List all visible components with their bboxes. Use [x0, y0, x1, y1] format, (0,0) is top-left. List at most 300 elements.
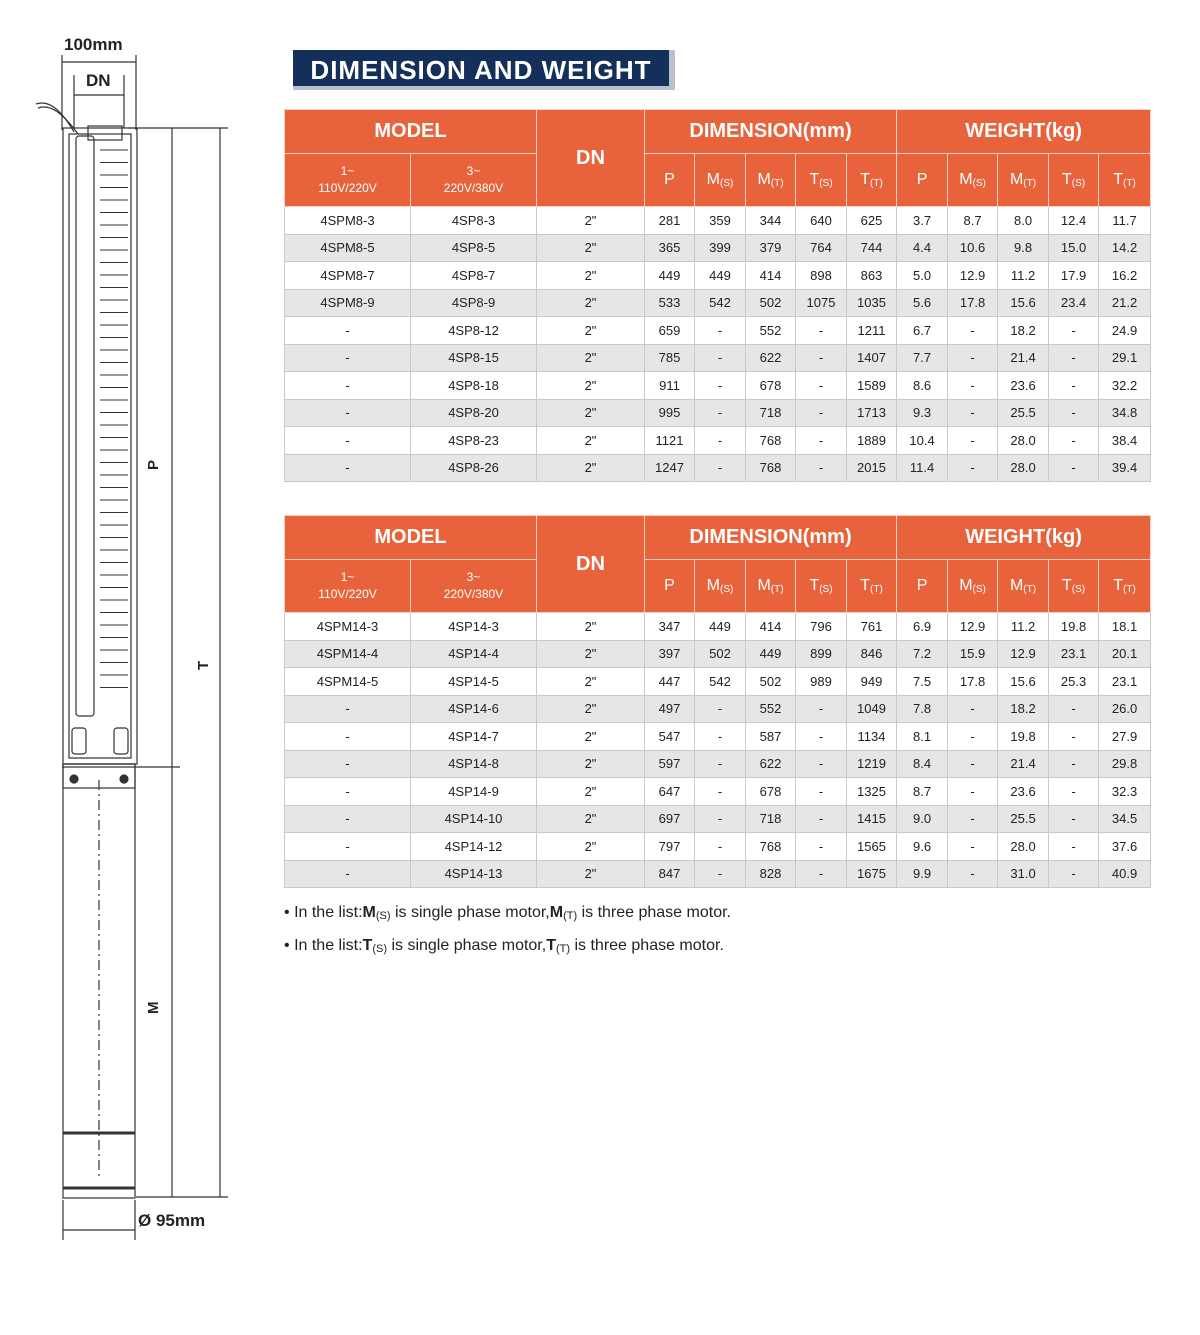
table-cell: -: [285, 860, 411, 888]
table-cell: 4SP8-18: [411, 372, 537, 400]
table-cell: -: [796, 399, 847, 427]
table-cell: 2": [537, 399, 645, 427]
model-header: MODEL: [285, 516, 537, 560]
table-cell: 32.3: [1099, 778, 1151, 806]
note-motor-m: • In the $list:M_{(S)}$ is single phase $motor,M_{(T)}$ is three phase motor.: [284, 904, 731, 922]
table-cell: 1565: [847, 833, 897, 861]
table-cell: 9.6: [897, 833, 948, 861]
table-cell: 2": [537, 695, 645, 723]
table-cell: 2": [537, 344, 645, 372]
table-cell: -: [695, 778, 746, 806]
table-cell: 552: [746, 317, 796, 345]
table-cell: 25.5: [998, 805, 1049, 833]
table-cell: -: [948, 454, 998, 482]
table-cell: -: [695, 344, 746, 372]
table-cell: 8.7: [948, 207, 998, 235]
table-cell: -: [1049, 860, 1099, 888]
table-row: [285, 613, 1151, 641]
dn-header: DN: [537, 516, 645, 613]
table-cell: 4SPM8-5: [285, 234, 411, 262]
table-cell: 21.2: [1099, 289, 1151, 317]
table-cell: 4SP8-15: [411, 344, 537, 372]
t-s-header: $T_{(S)}$: [796, 560, 847, 613]
table-cell: 768: [746, 454, 796, 482]
table-cell: 718: [746, 399, 796, 427]
table-cell: 640: [796, 207, 847, 235]
table-cell: -: [1049, 695, 1099, 723]
table-cell: 12.4: [1049, 207, 1099, 235]
table-cell: 21.4: [998, 750, 1049, 778]
three-phase-header: 3~ 220V/380V: [411, 154, 537, 207]
table-cell: 4SP14-13: [411, 860, 537, 888]
table-cell: 542: [695, 668, 746, 696]
table-cell: 15.0: [1049, 234, 1099, 262]
p-header: P: [645, 154, 695, 207]
table-cell: -: [695, 833, 746, 861]
t-s-header: $T_{(S)}$: [796, 154, 847, 207]
m-t-weight-header: $M_{(T)}$: [998, 560, 1049, 613]
table-cell: 2": [537, 750, 645, 778]
table-cell: 2": [537, 778, 645, 806]
table-cell: -: [285, 695, 411, 723]
table-cell: -: [948, 750, 998, 778]
table-cell: 18.2: [998, 695, 1049, 723]
table-cell: 19.8: [998, 723, 1049, 751]
p-weight-header: P: [897, 154, 948, 207]
table-cell: 4SP8-3: [411, 207, 537, 235]
t-label: T: [195, 660, 212, 670]
table-cell: -: [695, 860, 746, 888]
table-cell: 15.6: [998, 668, 1049, 696]
table-cell: 32.2: [1099, 372, 1151, 400]
table-cell: 12.9: [948, 262, 998, 290]
table-cell: 34.8: [1099, 399, 1151, 427]
table-cell: 622: [746, 344, 796, 372]
table-cell: 24.9: [1099, 317, 1151, 345]
table-cell: 8.4: [897, 750, 948, 778]
spec-table-sp14: [284, 515, 1151, 888]
table-cell: 4SP8-23: [411, 427, 537, 455]
table-cell: 28.0: [998, 427, 1049, 455]
table-cell: 8.6: [897, 372, 948, 400]
table-cell: 6.9: [897, 613, 948, 641]
t-t-weight-header: $T_{(T)}$: [1099, 154, 1151, 207]
table-cell: 17.9: [1049, 262, 1099, 290]
table-cell: -: [285, 427, 411, 455]
weight-header: WEIGHT(kg): [897, 516, 1151, 560]
table-cell: 17.8: [948, 668, 998, 696]
table-cell: -: [695, 723, 746, 751]
m-s-header: $M_{(S)}$: [695, 154, 746, 207]
table-cell: 365: [645, 234, 695, 262]
table-cell: 4SP14-12: [411, 833, 537, 861]
table-cell: -: [796, 778, 847, 806]
table-cell: -: [1049, 750, 1099, 778]
table-cell: 2": [537, 372, 645, 400]
table-row: [285, 860, 1151, 888]
table-cell: 1049: [847, 695, 897, 723]
weight-header: WEIGHT(kg): [897, 110, 1151, 154]
table-cell: 4SPM14-4: [285, 640, 411, 668]
table-cell: 4SP8-7: [411, 262, 537, 290]
table-cell: 19.8: [1049, 613, 1099, 641]
table-cell: 7.2: [897, 640, 948, 668]
table-cell: 899: [796, 640, 847, 668]
table-cell: 4SPM8-3: [285, 207, 411, 235]
table-cell: 4SPM8-9: [285, 289, 411, 317]
table-cell: 4SP14-6: [411, 695, 537, 723]
table-cell: 2": [537, 289, 645, 317]
t-s-weight-header: $T_{(S)}$: [1049, 154, 1099, 207]
table-cell: -: [695, 750, 746, 778]
table-cell: -: [948, 695, 998, 723]
table-row: [285, 317, 1151, 345]
table-cell: -: [695, 372, 746, 400]
table-cell: -: [1049, 344, 1099, 372]
table-cell: -: [695, 317, 746, 345]
table-row: [285, 695, 1151, 723]
table-cell: -: [948, 399, 998, 427]
note-motor-t: • In the $list:T_{(S)}$ is single phase $motor,T_{(T)}$ is three phase motor.: [284, 937, 724, 955]
table-cell: 764: [796, 234, 847, 262]
dimension-header: DIMENSION(mm): [645, 516, 897, 560]
table-cell: 1121: [645, 427, 695, 455]
table-row: [285, 262, 1151, 290]
table-cell: -: [948, 344, 998, 372]
table-cell: 449: [645, 262, 695, 290]
table-cell: 502: [746, 668, 796, 696]
table-cell: 15.9: [948, 640, 998, 668]
table-cell: 846: [847, 640, 897, 668]
table-cell: 744: [847, 234, 897, 262]
table-cell: 23.6: [998, 372, 1049, 400]
table-cell: 281: [645, 207, 695, 235]
table-cell: 533: [645, 289, 695, 317]
table-cell: 414: [746, 262, 796, 290]
table-cell: 16.2: [1099, 262, 1151, 290]
table-cell: -: [796, 695, 847, 723]
table-cell: -: [285, 833, 411, 861]
table-row: [285, 640, 1151, 668]
table-cell: 344: [746, 207, 796, 235]
table-cell: -: [796, 372, 847, 400]
table-cell: 4SP14-9: [411, 778, 537, 806]
table-cell: 678: [746, 778, 796, 806]
table-row: [285, 454, 1151, 482]
table-cell: 26.0: [1099, 695, 1151, 723]
table-cell: 5.6: [897, 289, 948, 317]
table-cell: -: [948, 860, 998, 888]
table-cell: 359: [695, 207, 746, 235]
table-cell: 863: [847, 262, 897, 290]
table-cell: 4SPM14-5: [285, 668, 411, 696]
table-cell: 4SP14-4: [411, 640, 537, 668]
table-cell: 11.2: [998, 262, 1049, 290]
table-cell: -: [1049, 778, 1099, 806]
table-cell: 552: [746, 695, 796, 723]
table-cell: 23.6: [998, 778, 1049, 806]
table-cell: -: [796, 833, 847, 861]
table-cell: -: [948, 427, 998, 455]
table-row: [285, 427, 1151, 455]
table-cell: 647: [645, 778, 695, 806]
table-row: [285, 750, 1151, 778]
table-cell: 1407: [847, 344, 897, 372]
table-cell: -: [1049, 805, 1099, 833]
t-t-header: $T_{(T)}$: [847, 154, 897, 207]
table-row: [285, 668, 1151, 696]
table-cell: 1247: [645, 454, 695, 482]
table-cell: 8.7: [897, 778, 948, 806]
table-cell: 347: [645, 613, 695, 641]
table-row: [285, 399, 1151, 427]
table-cell: 27.9: [1099, 723, 1151, 751]
table-cell: 949: [847, 668, 897, 696]
table-cell: 449: [746, 640, 796, 668]
single-phase-header: 1~ 110V/220V: [285, 560, 411, 613]
table-cell: 399: [695, 234, 746, 262]
table-cell: 847: [645, 860, 695, 888]
table-cell: 7.8: [897, 695, 948, 723]
table-cell: 8.0: [998, 207, 1049, 235]
table-cell: -: [1049, 454, 1099, 482]
table-cell: 797: [645, 833, 695, 861]
table-cell: -: [1049, 723, 1099, 751]
table-cell: -: [1049, 399, 1099, 427]
page-title: DIMENSION AND WEIGHT: [293, 50, 675, 90]
pump-drawing: [0, 0, 260, 1260]
table-cell: 2015: [847, 454, 897, 482]
table-cell: 497: [645, 695, 695, 723]
table-cell: 28.0: [998, 454, 1049, 482]
spec-table-sp8: [284, 109, 1151, 482]
table-cell: 3.7: [897, 207, 948, 235]
m-t-header: $M_{(T)}$: [746, 154, 796, 207]
table-cell: 23.4: [1049, 289, 1099, 317]
dn-label: DN: [86, 71, 111, 90]
table-cell: 449: [695, 613, 746, 641]
table-cell: 29.8: [1099, 750, 1151, 778]
table-cell: 31.0: [998, 860, 1049, 888]
table-cell: -: [285, 317, 411, 345]
table-cell: 768: [746, 833, 796, 861]
m-s-header: $M_{(S)}$: [695, 560, 746, 613]
table-cell: 25.5: [998, 399, 1049, 427]
table-cell: 8.1: [897, 723, 948, 751]
table-cell: -: [948, 778, 998, 806]
t-t-header: $T_{(T)}$: [847, 560, 897, 613]
table-cell: -: [1049, 372, 1099, 400]
table-cell: -: [948, 833, 998, 861]
table-cell: 4SP14-7: [411, 723, 537, 751]
table-cell: 828: [746, 860, 796, 888]
dn-header: DN: [537, 110, 645, 207]
table-cell: 18.2: [998, 317, 1049, 345]
table-cell: 4SPM8-7: [285, 262, 411, 290]
table-cell: 4SP8-26: [411, 454, 537, 482]
table-cell: 678: [746, 372, 796, 400]
table-cell: 911: [645, 372, 695, 400]
table-cell: -: [948, 723, 998, 751]
table-cell: 2": [537, 668, 645, 696]
p-label: P: [145, 459, 162, 470]
table-cell: 1211: [847, 317, 897, 345]
table-row: [285, 344, 1151, 372]
table-cell: 502: [746, 289, 796, 317]
table-row: [285, 723, 1151, 751]
table-cell: -: [285, 805, 411, 833]
table-cell: 4SPM14-3: [285, 613, 411, 641]
table-cell: 7.5: [897, 668, 948, 696]
table-cell: 1713: [847, 399, 897, 427]
table-cell: 20.1: [1099, 640, 1151, 668]
table-cell: 1134: [847, 723, 897, 751]
table-cell: 625: [847, 207, 897, 235]
table-cell: 34.5: [1099, 805, 1151, 833]
table-cell: -: [695, 399, 746, 427]
m-s-weight-header: $M_{(S)}$: [948, 560, 998, 613]
table-cell: 542: [695, 289, 746, 317]
table-row: [285, 372, 1151, 400]
table-cell: 11.4: [897, 454, 948, 482]
table-row: [285, 805, 1151, 833]
table-row: [285, 833, 1151, 861]
table-cell: 447: [645, 668, 695, 696]
table-cell: 21.4: [998, 344, 1049, 372]
table-cell: 10.4: [897, 427, 948, 455]
table-cell: 597: [645, 750, 695, 778]
table-cell: -: [796, 317, 847, 345]
table-cell: 768: [746, 427, 796, 455]
table-cell: 9.8: [998, 234, 1049, 262]
t-s-weight-header: $T_{(S)}$: [1049, 560, 1099, 613]
table-cell: 17.8: [948, 289, 998, 317]
table-cell: -: [796, 805, 847, 833]
table-cell: 379: [746, 234, 796, 262]
table-cell: -: [796, 860, 847, 888]
p-header: P: [645, 560, 695, 613]
table-cell: 4SP14-5: [411, 668, 537, 696]
table-cell: 2": [537, 860, 645, 888]
table-cell: -: [1049, 317, 1099, 345]
table-cell: 2": [537, 613, 645, 641]
table-cell: -: [285, 723, 411, 751]
table-cell: 12.9: [948, 613, 998, 641]
table-cell: 40.9: [1099, 860, 1151, 888]
table-cell: -: [285, 778, 411, 806]
table-cell: -: [285, 372, 411, 400]
table-cell: 1675: [847, 860, 897, 888]
table-cell: 4SP8-20: [411, 399, 537, 427]
table-cell: 587: [746, 723, 796, 751]
table-cell: 1219: [847, 750, 897, 778]
table-cell: 4SP14-3: [411, 613, 537, 641]
table-cell: 25.3: [1049, 668, 1099, 696]
table-cell: 547: [645, 723, 695, 751]
table-cell: -: [695, 427, 746, 455]
table-cell: 9.0: [897, 805, 948, 833]
table-cell: 1889: [847, 427, 897, 455]
table-cell: -: [1049, 427, 1099, 455]
table-cell: 15.6: [998, 289, 1049, 317]
table-cell: -: [796, 723, 847, 751]
p-weight-header: P: [897, 560, 948, 613]
table-cell: 697: [645, 805, 695, 833]
m-label: M: [145, 1001, 162, 1014]
dimension-header: DIMENSION(mm): [645, 110, 897, 154]
table-cell: 23.1: [1099, 668, 1151, 696]
table-cell: 1415: [847, 805, 897, 833]
table-cell: 14.2: [1099, 234, 1151, 262]
table-cell: 898: [796, 262, 847, 290]
m-s-weight-header: $M_{(S)}$: [948, 154, 998, 207]
table-cell: 785: [645, 344, 695, 372]
table-cell: 796: [796, 613, 847, 641]
table-cell: 989: [796, 668, 847, 696]
table-cell: 2": [537, 317, 645, 345]
diameter-label: Ø 95mm: [138, 1211, 206, 1230]
table-cell: 414: [746, 613, 796, 641]
table-cell: -: [796, 454, 847, 482]
t-t-weight-header: $T_{(T)}$: [1099, 560, 1151, 613]
table-cell: 1035: [847, 289, 897, 317]
table-cell: 4SP8-12: [411, 317, 537, 345]
table-cell: -: [948, 317, 998, 345]
table-cell: -: [796, 750, 847, 778]
table-cell: -: [695, 454, 746, 482]
table-row: [285, 234, 1151, 262]
table-cell: 2": [537, 805, 645, 833]
table-cell: -: [695, 695, 746, 723]
table-cell: 397: [645, 640, 695, 668]
table-cell: 2": [537, 262, 645, 290]
table-cell: 9.9: [897, 860, 948, 888]
table-cell: 2": [537, 833, 645, 861]
table-cell: 39.4: [1099, 454, 1151, 482]
table-row: [285, 207, 1151, 235]
table-cell: 659: [645, 317, 695, 345]
table-row: [285, 778, 1151, 806]
table-cell: 10.6: [948, 234, 998, 262]
table-cell: 4SP8-9: [411, 289, 537, 317]
table-cell: 38.4: [1099, 427, 1151, 455]
single-phase-header: 1~ 110V/220V: [285, 154, 411, 207]
table-cell: -: [285, 750, 411, 778]
table-cell: 12.9: [998, 640, 1049, 668]
table-cell: 28.0: [998, 833, 1049, 861]
table-cell: 4.4: [897, 234, 948, 262]
table-cell: 2": [537, 723, 645, 751]
table-cell: 449: [695, 262, 746, 290]
table-cell: 761: [847, 613, 897, 641]
notes: [284, 898, 731, 964]
table-cell: 9.3: [897, 399, 948, 427]
table-cell: 2": [537, 234, 645, 262]
table-cell: -: [948, 805, 998, 833]
top-width-label: 100mm: [64, 35, 123, 54]
table-cell: -: [285, 399, 411, 427]
table-cell: 11.7: [1099, 207, 1151, 235]
table-cell: 2": [537, 427, 645, 455]
table-cell: 37.6: [1099, 833, 1151, 861]
table-cell: 11.2: [998, 613, 1049, 641]
table-cell: -: [796, 344, 847, 372]
table-cell: -: [1049, 833, 1099, 861]
table-cell: 4SP14-8: [411, 750, 537, 778]
table-cell: 4SP14-10: [411, 805, 537, 833]
table-cell: 2": [537, 640, 645, 668]
table-cell: 2": [537, 207, 645, 235]
